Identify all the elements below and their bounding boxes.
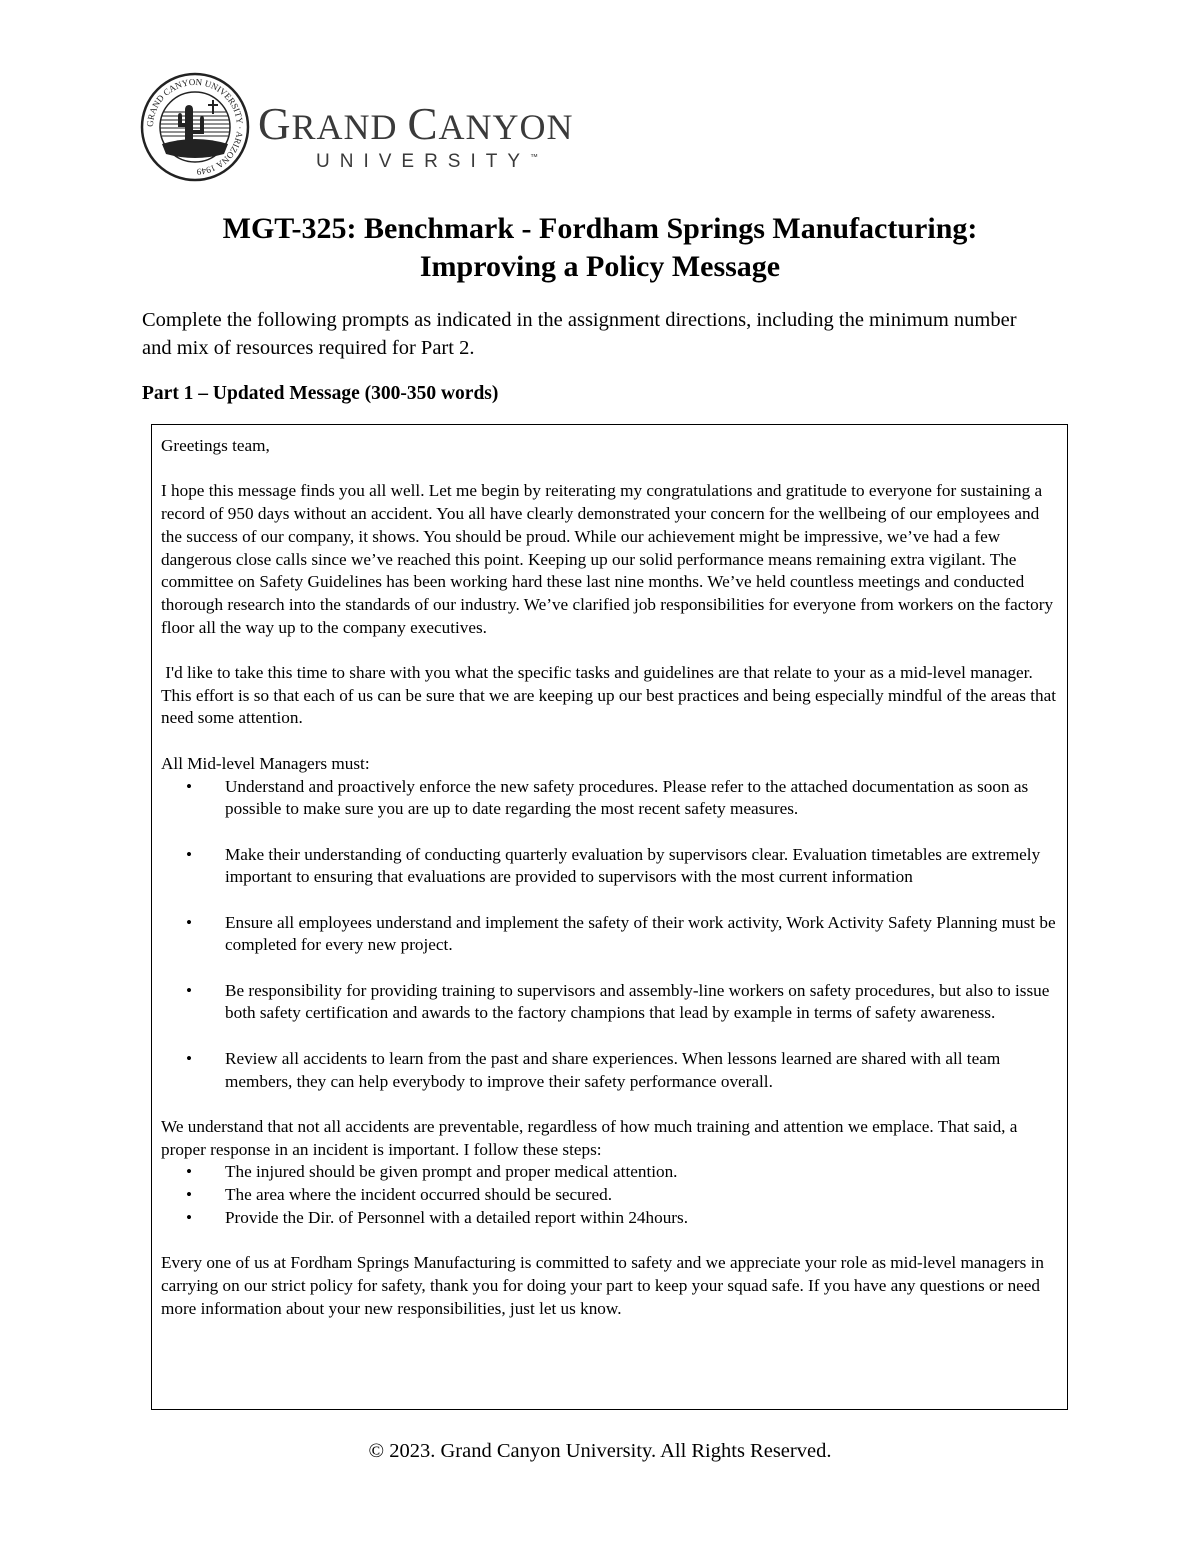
university-seal-icon bbox=[140, 72, 250, 182]
message-box bbox=[151, 424, 1068, 1410]
manager-bullet-list bbox=[161, 776, 1061, 1094]
bullet-icon: • bbox=[186, 844, 193, 864]
paragraph-2: I'd like to take this time to share with you what the specific tasks and guidelines are that relate to your as a mid-level manager. This effort is so that each of us can be sure that we are keeping up our best practices and being especially mindful of the areas that need some attention. bbox=[161, 663, 1061, 728]
title-line-2: Improving a Policy Message bbox=[419, 250, 781, 283]
title-line-1: MGT-325: Benchmark - Fordham Springs Manufacturing: bbox=[222, 212, 978, 245]
bullet-icon: • bbox=[186, 1048, 193, 1068]
closing-paragraph: Every one of us at Fordham Springs Manufacturing is committed to safety and we appreciate your role as mid-level managers in carrying on our strict policy for safety, thank you for doing your part to keep your squad safe. If you have any questions or need more information about your new responsibilities, just let us know. bbox=[161, 1253, 1044, 1318]
bullet-icon: • bbox=[186, 1185, 193, 1205]
list-item: • Be responsibility for providing training to supervisors and assembly-line workers on safety procedures, but also to issue both safety certification and awards to the factory champions that lead by example in terms of safety awareness. bbox=[186, 980, 1050, 1023]
greeting: Greetings team, bbox=[161, 436, 270, 455]
document-title bbox=[0, 210, 1200, 286]
managers-intro: All Mid-level Managers must: bbox=[161, 753, 370, 773]
gcu-logo bbox=[140, 72, 620, 182]
message-content bbox=[161, 435, 1061, 1320]
seal-text: GRAND CANYON UNIVERSITY · ARIZONA 1949 bbox=[144, 76, 246, 178]
list-item: • Make their understanding of conducting quarterly evaluation by supervisors clear. Evaluation timetables are extremely important to ensuring that evaluations are provided to supervisors with the most current information bbox=[186, 844, 1041, 887]
wordmark-main: GRAND CANYON bbox=[258, 99, 574, 149]
bullet-icon: • bbox=[186, 776, 193, 796]
wordmark-sub: UNIVERSITY™ bbox=[316, 151, 539, 172]
bullet-icon: • bbox=[186, 980, 193, 1000]
paragraph-1: I hope this message finds you all well. Let me begin by reiterating my congratulations and gratitude to everyone for sustaining a record of 950 days without an accident. You all have clearly demonstrated your concern for the wellbeing of our employees and the success of our company, it shows. You should be proud. While our achievement might be impressive, we’ve had a few dangerous close calls since we’ve reached this point. Keeping up our solid performance means remaining extra vigilant. The committee on Safety Guidelines has been working hard these last nine months. We’ve held countless meetings and conducted thorough research into the standards of our industry. We’ve clarified job responsibilities for everyone from workers on the factory floor all the way up to the company executives. bbox=[161, 481, 1054, 637]
bullet-icon: • bbox=[186, 912, 193, 932]
paragraph-3: We understand that not all accidents are preventable, regardless of how much training and attention we emplace. That said, a proper response in an incident is important. I follow these steps: bbox=[161, 1116, 1018, 1159]
part1-heading: Part 1 – Updated Message (300-350 words) bbox=[142, 383, 499, 404]
list-item: • Ensure all employees understand and implement the safety of their work activity, Work Activity Safety Planning must be completed for every new project. bbox=[186, 912, 1056, 955]
steps-bullet-list bbox=[161, 1161, 1061, 1229]
copyright-footer: © 2023. Grand Canyon University. All Rights Reserved. bbox=[368, 1440, 832, 1462]
intro-text: Complete the following prompts as indicated in the assignment directions, including the minimum number and mix of resources required for Part 2. bbox=[142, 309, 1017, 359]
list-item: • Provide the Dir. of Personnel with a detailed report within 24hours. bbox=[161, 1207, 1061, 1230]
list-item: • Understand and proactively enforce the new safety procedures. Please refer to the attached documentation as soon as possible to make sure you are up to date regarding the most recent safety measures. bbox=[186, 776, 1029, 819]
list-item: • Review all accidents to learn from the past and share experiences. When lessons learned are shared with all team members, they can help everybody to improve their safety performance overall. bbox=[186, 1048, 1001, 1091]
list-item: • The injured should be given prompt and proper medical attention. bbox=[161, 1161, 1061, 1184]
list-item: • The area where the incident occurred should be secured. bbox=[161, 1184, 1061, 1207]
bullet-icon: • bbox=[186, 1207, 193, 1227]
bullet-icon: • bbox=[186, 1162, 193, 1182]
